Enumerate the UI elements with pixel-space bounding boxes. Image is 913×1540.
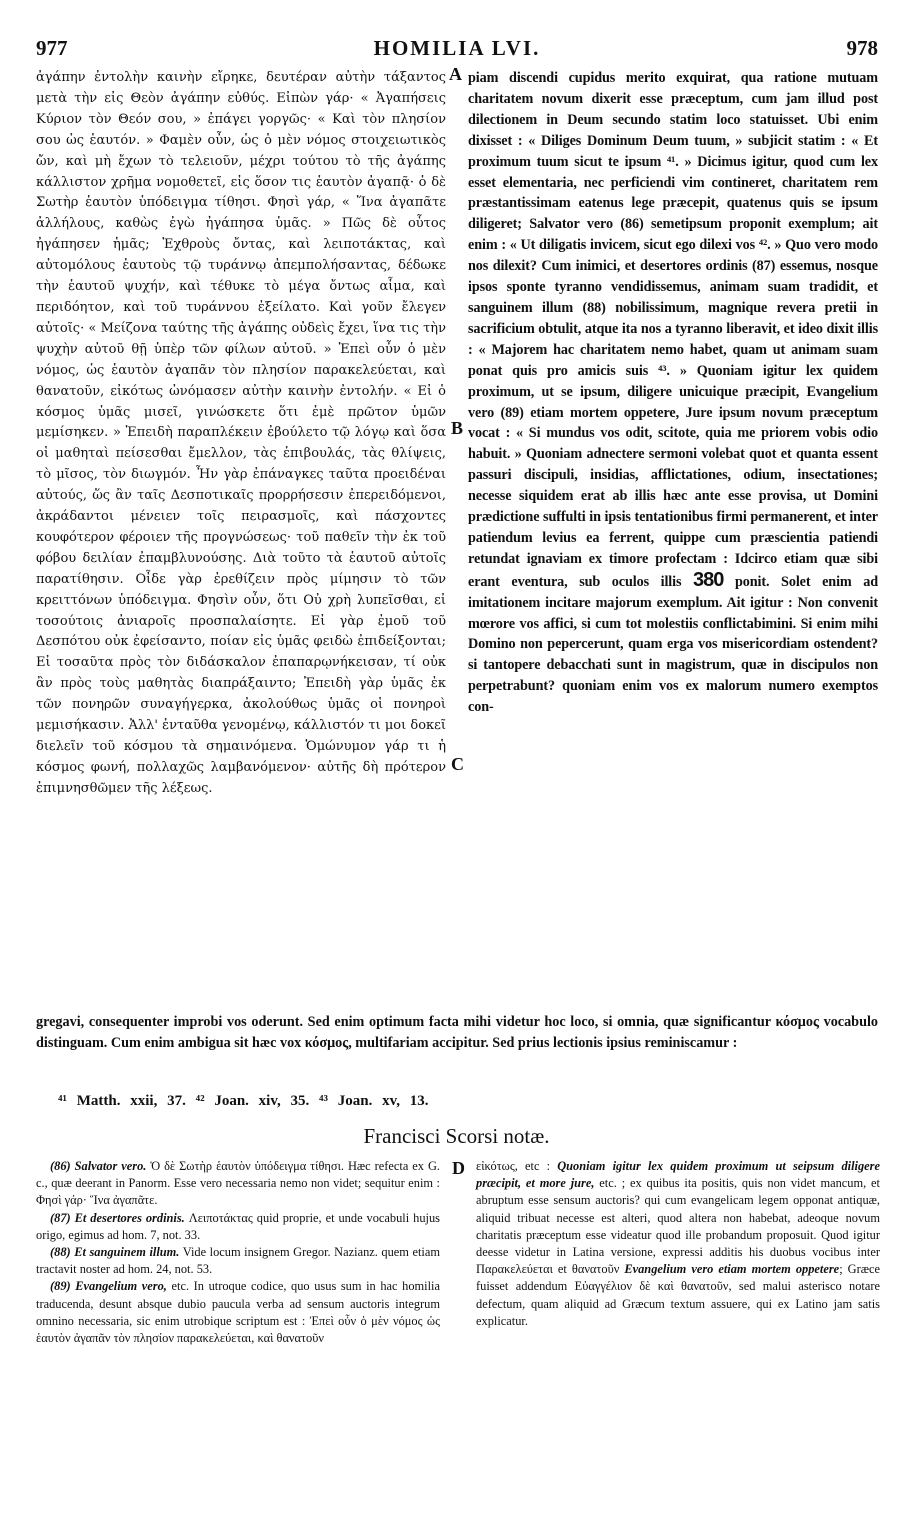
page-number-left: 977 <box>36 36 68 60</box>
note-lemma: (89) Evangelium vero, <box>50 1279 167 1294</box>
page-title: HOMILIA LVI. <box>373 36 541 60</box>
note-87 <box>36 1210 440 1244</box>
note-text: ; Græce fuisset addendum Εὐαγγέλιον δὲ καὶ θανατοῦν, sed malui asterisco notare defectum, quam aliquid ad Græcum textum assuere, qui ex Latino jam satis explicatur. <box>476 1262 880 1328</box>
note-italic: Quoniam igitur lex quidem proximum ut seipsum diligere præcipit, et more jure, <box>476 1159 880 1191</box>
page-number-right: 978 <box>846 36 878 60</box>
scripture-references: ⁴¹ Matth. xxii, 37. ⁴² Joan. xiv, 35. ⁴³ Joan. xv, 13. <box>58 1093 429 1109</box>
note-89-continued <box>476 1158 880 1330</box>
note-italic: Evangelium vero etiam mortem oppetere <box>624 1262 840 1277</box>
note-86 <box>36 1158 440 1210</box>
note-text: etc. In utroque codice, quo usus sum in hac homilia traducenda, desunt absque dubio paucula verba ad sensum auctoris integrum omnino necessaria, sic enim utrobique scriptum est : Ἐπεὶ οὖν ὁ μὲν νόμος ὡς ἑαυτὸν ἀγαπᾶν τὸν πλησίον παρακελεύεται, καὶ θανατοῦν <box>36 1279 440 1346</box>
latin-text-after: ponit. Solet enim ad imitationem incitare majorum exemplum. Ait igitur : Non convenit mœrore vos affici, si cum tot molestiis conflictabimini. Si enim mihi Domino non pepercerunt, quam erga vos misericordiam ostendent? si tantopere debacchati sunt in magistrum, quæ in discipulos non perpetrabunt? quoniam enim vos ex malorum numero exemptos con- <box>468 573 878 716</box>
greek-column: ἀγάπην ἐντολὴν καινὴν εἴρηκε, δευτέραν αὐτὴν τάξαντος μετὰ τὴν εἰς Θεὸν ἀγάπην εὐθύς. Εἰπὼν γάρ· « Ἀγαπήσεις Κύριον τὸν Θεόν σου, » ἐπάγει γοργῶς· « Καὶ τὸν πλησίον σου ὡς ἑαυτόν. » Φαμὲν οὖν, ὡς ὁ μὲν νόμος στοιχειωτικὸς ὤν, καὶ μὴ ἔχων τὸ τελειοῦν, μέχρι τούτου τὸ τῆς ἀγάπης κάλλιστον χρῆμα νομοθετεῖ, εἰς ὅσον τις ἑαυτὸν ἀγαπᾷ· ὁ δὲ Σωτὴρ ἑαυτὸν ὑπόδειγμα τίθησι. Φησὶ γάρ, « Ἵνα ἀγαπᾶτε ἀλλήλους, καθὼς ἐγὼ ἠγάπησα ὑμᾶς. » Πῶς δὲ οὗτος ἠγάπησεν ἡμᾶς; Ἐχθροὺς ὄντας, καὶ λειποτάκτας, καὶ αὐτομόλους ἑαυτοὺς τῷ τυράννῳ ἀπεμπολήσαντας, δέδωκε τὴν ἑαυτοῦ ψυχήν, καὶ τέθυκε τὸ μέγα ὄντως αἷμα, καὶ περιδόητον, καὶ τοῦ τυράννου ἐξείλατο. Καὶ γοῦν ἔλεγεν αὐτοῖς· « Μείζονα ταύτης τῆς ἀγάπης οὐδεὶς ἔχει, ἵνα τις τὴν ψυχὴν αὐτοῦ θῇ ὑπὲρ τῶν φίλων αὐτοῦ. » Ἐπεὶ οὖν ὁ μὲν νόμος, ὡς ἑαυτὸν ἀγαπᾶν τὸν πλησίον παρακελεύεται, καὶ θανατοῦν, εἰκότως ὠνόμασεν αὐτὴν καινὴν ἐντολήν. « Εἰ ὁ κόσμος ὑμᾶς μισεῖ, γινώσκετε ὅτι ἐμὲ πρῶτον ὑμῶν μεμίσηκεν. » Ἐπειδὴ παραπλέκειν ἐβούλετο τῷ λόγῳ καὶ ὅσα οἱ μαθηταὶ πείσεσθαι ἔμελλον, τὰς ἐπιβουλάς, τὰς θλίψεις, τὸ μῖσος, τὸν διωγμόν. Ἦν γὰρ ἐπάναγκες ταῦτα προειδέναι αὐτούς, ὥς ἂν ταῖς Δεσποτικαῖς προρρήσεσιν ἐπερειδόμενοι, ἀκράδαντοι μένειεν τοῖς πειρασμοῖς, καὶ πάσχοντες κουφότερον φέροιεν τῆς προγνώσεως· τοῦ παθεῖν τὴν ἐκ τοῦ φόβου δειλίαν ἐπαμβλυνούσης. Διὰ τοῦτο τὰ ἑαυτοῦ αὐτοῖς παρατίθησιν. Οἶδε γὰρ ἐρεθίζειν πρὸς μίμησιν τὸ τῶν κρειττόνων ὑπόδειγμα. Φησὶν οὖν, ὅτι Οὐ χρὴ λυπεῖσθαι, εἰ τοσούτοις ἀνιαροῖς προσπαλαίσητε. Εἰ γὰρ ἐμοῦ τοῦ Δεσπότου οὐκ ἐφείσαντο, ποίαν εἰς ὑμᾶς φειδὼ ἐπιδείξονται; Εἰ τοσαῦτα πρὸς τὸν διδάσκαλον ἐπαπαρῳνήκεισαν, τί οὐκ ἂν πρὸς τοὺς μαθητὰς διαπράξαιντο; Ἐπειδὴ γὰρ ὑμᾶς ἐκ τῶν πονηρῶν συναγήγερκα, ἀκολούθως ὑμᾶς οἱ πονηροὶ μεμισήκασιν. Ἀλλ' ἐνταῦθα γενομένῳ, κάλλιστόν τι μοι δοκεῖ διελεῖν τοῦ κόσμου τὰ σημαινόμενα. Ὁμώνυμον γάρ τι ἡ κόσμος φωνή, πολλαχῶς λαμβανόμενον· αὐτῆς δὴ πρότερον ἐπιμνησθῶμεν τῆς λέξεως. <box>36 70 446 796</box>
margin-marker-a: A <box>449 64 462 84</box>
margin-marker-b: B <box>451 418 464 438</box>
margin-marker-c: C <box>451 754 464 774</box>
note-88 <box>36 1244 440 1278</box>
note-text: Ὁ δὲ Σωτὴρ ἑαυτὸν ὑπόδειγμα τίθησι. Hæc refecta ex G. c., quæ deerant in Panorm. Esse vero necessaria nemo non videt; sequitur enim : Φησὶ γάρ· Ἵνα ἀγαπᾶτε. <box>36 1159 440 1208</box>
notes-right-column <box>476 1158 880 1330</box>
note-lemma: (86) Salvator vero. <box>50 1159 147 1173</box>
margin-marker-d: D <box>452 1158 465 1178</box>
note-lemma: (87) Et desertores ordinis. <box>50 1210 185 1225</box>
note-text: Λειποτάκτας quid proprie, et unde vocabuli hujus origo, egimus ad hom. 7, not. 33. <box>36 1210 441 1242</box>
note-text: etc. ; ex quibus ita positis, quis non videt mancum, et abruptum esse sensum auctoris? qui cum evangelicam legem opponat antiquæ, aliquid tribuat necesse est alteri, quod altera non habebat, adeoque novum charitatis præceptum esse videatur quod ille probandum proposuit. Quod igitur deesse videtur in Latina versione, expressi additis his duobus vocibus inter Παρακελεύεται et θανατοῦν <box>476 1176 880 1277</box>
notes-title: Francisci Scorsi notæ. <box>363 1124 550 1148</box>
running-head <box>36 34 878 64</box>
note-89 <box>36 1278 440 1347</box>
latin-text-before: piam discendi cupidus merito exquirat, qua ratione mutuam charitatem novum dixerit esse præceptum, cum jam illud post dilectionem in Deum secundo statim loco statuisset. Ubi enim dixisset : « Diliges Dominum Deum tuum, » subjicit statim : « Et proximum tuum sicut te ipsum ⁴¹. » Dicimus igitur, quod cum lex esset elementaria, nec perficiendi vim contineret, charitatem rem præstantissimam eatenus lege præcepit, quatenus quis se ipsum diligeret; Salvator vero (86) semetipsum proponit exemplum; ait enim : « Ut diligatis invicem, sicut ego dilexi vos ⁴². » Quo vero modo nos dilexit? Cum inimici, et desertores ordinis (87) essemus, nosque ipsos sponte tyranno vendidissemus, animam suam tradidit, et sanguinem illum (88) nobilissimum, magnique revera pretii in sacrificium obtulit, atque ita nos a tyranno liberavit, et ideo dixit illis : « Majorem hac charitatem nemo habet, quam ut animam suam ponat quis pro amicis suis ⁴³. » Quoniam igitur lex quidem proximum, ut se ipsum, diligere unicuique præcipit, Evangelium vero (89) etiam mortem oppetere, Jure ipsum novum præceptum vocat : « Si mundus vos odit, scitote, quia me priorem vobis odio habuit. » Quoniam adnectere sermoni volebat quot et quanta essent passuri discipuli, insidias, afflictationes, odium, insectationes; necesse siquidem erat ab illis hæc ante esse provisa, ut Domini prædictione suffulti in ipsis tentationibus firmi permanerent, et inter patiendum levius ea ferrent, quippe cum præscientia patiendi retundat ignaviam ex timore profectam : Idcirco etiam quæ sibi erant eventura, sub oculos illis <box>468 70 878 590</box>
note-lemma: (88) Et sanguinem illum. <box>50 1245 180 1260</box>
latin-full-width-text: gregavi, consequenter improbi vos oderunt. Sed enim optimum facta mihi videtur hoc loco, si omnia, quæ significantur κόσμος vocabulo distinguam. Cum enim ambigua sit hæc vox κόσμος, multifariam accipitur. Sed prius lectionis ipsius reminiscamur : <box>36 1014 878 1051</box>
notes-left-column <box>36 1158 440 1347</box>
plate-number: 380 <box>693 568 724 591</box>
note-text: εἰκότως, etc : <box>476 1159 558 1173</box>
latin-column <box>468 68 878 1013</box>
note-text: Vide locum insignem Gregor. Nazianz. quem etiam tractavit noster ad hom. 24, not. 53. <box>36 1245 440 1277</box>
